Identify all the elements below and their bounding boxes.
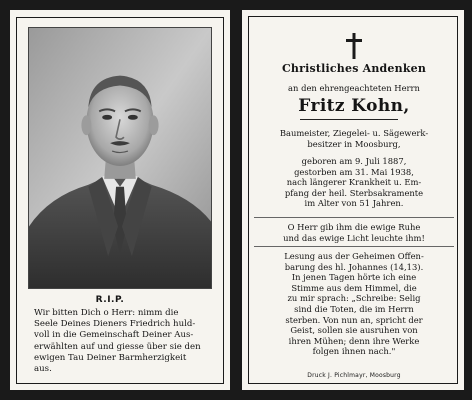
prayer-line: erwählten auf und giesse über sie den (34, 341, 201, 352)
date-line: nach längerer Krankheit u. Em- (286, 177, 422, 188)
scripture-line: sind die Toten, die im Herrn (294, 303, 414, 314)
divider (254, 217, 454, 218)
rip-caption: R.I.P. (95, 295, 125, 305)
scripture-reading (254, 251, 454, 357)
prayer-line: aus. (34, 364, 52, 375)
scripture-line: folgen ihnen nach." (312, 346, 396, 357)
prayer-line: Seele Deines Dieners Friedrich huld- (34, 319, 196, 330)
date-line: geboren am 9. Juli 1887, (301, 156, 407, 166)
latin-cross-icon (345, 33, 363, 59)
life-dates-text (254, 156, 454, 209)
prayer-line: voll in die Gemeinschaft Deiner Aus- (34, 330, 194, 341)
scripture-line: Geist, sollen sie ausruhen von (290, 325, 418, 336)
occupation-line: Baumeister, Ziegelei- u. Sägewerk- (279, 128, 429, 138)
prayer-line: Wir bitten Dich o Herr: nimm die (34, 308, 179, 318)
scripture-line: ihren Mühen; denn ihre Werke (288, 335, 420, 346)
prayer-line: ewigen Tau Deiner Barmherzigkeit (34, 352, 187, 363)
date-line: gestorben am 31. Mai 1938, (294, 166, 414, 177)
occupation-line: besitzer in Moosburg, (307, 138, 401, 149)
scripture-line: barung des hl. Johannes (14,13). (284, 261, 424, 272)
eternal-rest-quote (254, 222, 454, 243)
portrait-photo (28, 27, 212, 289)
quote-line: und das ewige Licht leuchte ihm! (283, 232, 425, 243)
prayer-text (34, 308, 212, 375)
divider (254, 246, 454, 247)
printer-imprint: Druck J. Pichlmayr, Moosburg (307, 372, 401, 379)
occupation-text (254, 128, 454, 149)
honoree-line: an den ehrengeachteten Herrn (288, 83, 420, 93)
date-line: im Alter von 51 Jahren. (304, 198, 404, 209)
quote-line: O Herr gib ihm die ewige Ruhe (287, 222, 421, 232)
scripture-line: zu mir sprach: „Schreibe: Selig (287, 293, 421, 304)
scripture-line: Lesung aus der Geheimen Offen- (284, 251, 424, 261)
scripture-line: Stimme aus dem Himmel, die (291, 282, 417, 293)
portrait-image (29, 28, 211, 288)
card-heading: Christliches Andenken (281, 62, 427, 75)
scripture-line: In jenen Tagen hörte ich eine (291, 272, 417, 283)
scripture-line: sterben. Von nun an, spricht der (285, 314, 423, 325)
deceased-name: Fritz Kohn, (298, 96, 410, 116)
name-underline (300, 119, 398, 120)
date-line: pfang der heil. Sterbsakramente (284, 187, 424, 198)
